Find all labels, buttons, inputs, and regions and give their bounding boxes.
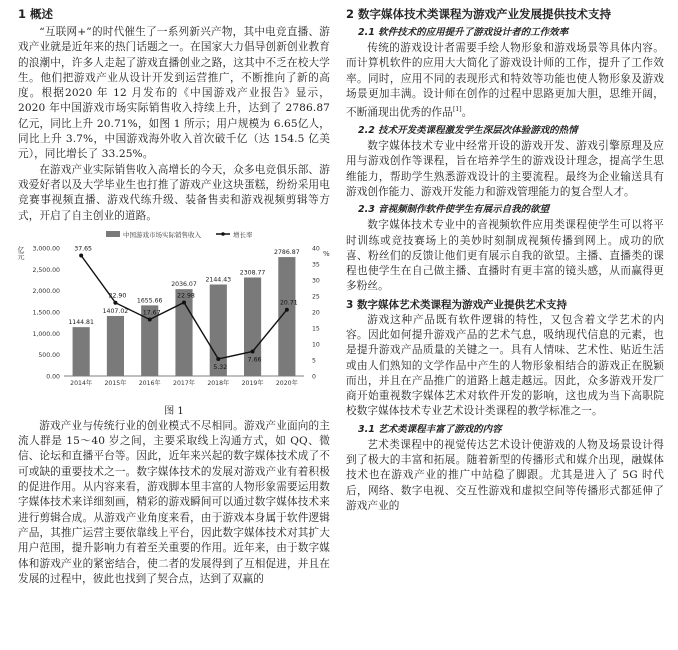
growth-rate-point [113,301,117,305]
y-right-tick-label: 40 [312,245,320,253]
x-tick-label: 2017年 [173,379,195,387]
growth-rate-label: 20.71 [279,299,298,307]
x-tick-label: 2015年 [104,379,127,387]
growth-rate-point [251,349,255,353]
bar-revenue [210,284,227,375]
growth-rate-label: 17.67 [142,309,161,317]
x-tick-label: 2014年 [70,379,93,387]
x-tick-label: 2020年 [275,379,298,387]
bar-value-label: 2144.43 [205,276,232,284]
section1-heading: 1 概述 [18,7,54,21]
section2-2-paragraph: 数字媒体技术专业中经常开设的游戏开发、游戏引擎原理及应用与游戏创作等课程，旨在培养学生的游戏设计理念，提高学生思维能力，帮助学生熟悉游戏设计的主要流程。最终为企业输送具有游戏创作能力、游戏开发能力和游戏管理能力的复合型人才。 [346,140,664,198]
growth-rate-point [216,357,220,361]
growth-rate-label: 5.32 [213,363,228,371]
section2-2-heading: 2.2 技术开发类课程激发学生深层次体验游戏的热情 [358,125,578,137]
section1-paragraph-1: “互联网+”的时代催生了一系列新兴产物，其中电竞直播、游戏产业就是近年来的热门话题之一。在国家大力倡导创新创业教育的浪潮中，许多人走起了游戏直播创业之路，这其中不乏在校大学生。他们把游戏产业从设计开发到运营推广，不断推向了新的高度。根据2020 年 12 月发布的《中国游戏产业报告》显示，2020 年中国游戏市场实际销售收入持续上升，达到了 2786.87亿元，同比上升 20.71%，如图 1 所示；用户规模为 6.65亿人，同比上升 3.7%，中国游戏海外收入首次破千亿（达 154.5 亿美元），同比增长了 33.25%。 [18,26,330,161]
section3-heading: 3 数字媒体艺术类课程为游戏产业提供艺术支持 [346,298,567,311]
growth-rate-label: 22.90 [108,292,127,300]
y-left-tick-label: 1,000.00 [32,330,60,338]
y-right-tick-label: 20 [312,309,320,317]
section3-paragraph-1: 游戏这种产品既有软件逻辑的特性，又包含着文学艺术的内容。因此如何提升游戏产品的艺术气息，吸纳现代信息的元素，也是提升游戏产品质量的关键之一。具有人情味、艺术性、贴近生活或由人们熟知的文学作品中产生的人物形象相结合的游戏正在脱颖而出，并且在产品推广的道路上越走越远。因此，众多游戏开发厂商开始重视数字媒体艺术对软件开发的影响，这也成为当下高职院校数字媒体技术专业艺术设计类课程的教学标准之一。 [346,313,664,418]
y-right-tick-label: 30 [312,277,320,285]
growth-rate-point [285,308,289,312]
section2-3-paragraph: 数字媒体技术专业中的音视频软件应用类课程使学生可以将平时训练或竞技赛场上的美妙时刻制成视频传播到网上。成功的欣喜、粉丝们的反馈让他们更有展示自我的欲望。主播、直播类的课程也使学生在自己做主播、直播时有更丰富的镜头感，从而赢得更多粉丝。 [346,219,664,293]
growth-rate-label: 22.98 [177,292,195,300]
bar-revenue [107,316,124,376]
bar-value-label: 1144.81 [68,319,94,327]
y-right-tick-label: 5 [312,357,316,365]
legend-bar-label: 中国游戏市场实际销售收入 [123,230,201,239]
citation-1: [1] [452,106,462,114]
growth-rate-point [182,300,186,304]
x-tick-label: 2016年 [138,379,161,387]
section2-3-heading: 2.3 音视频制作软件使学生有展示自我的欲望 [358,204,550,216]
section2-1-heading: 2.1 软件技术的应用提升了游戏设计者的工作效率 [358,27,569,38]
section1-paragraph-3: 游戏产业与传统行业的创业模式不尽相同。游戏产业面向的主流人群是 15～40 岁之间，主要采取线上沟通方式，如 QQ、微信、论坛和直播平台等。因此，近年来兴起的数字媒体技术成了不可或缺的重要技术之一。数字媒体技术的发展对游戏产业有着积极的促进作用。从内容来看，游戏脚本里丰富的人物形象需要运用数字媒体技术来详细刻画，精彩的游戏瞬间可以通过数字媒体技术来进行剪辑合成。从游戏产业角度来看，由于游戏本身属于软件逻辑产品，其推广运营主要依靠线上平台，因此数字媒体技术对其扩大用户范围，提升影响力有着至关重要的作用。近年来，由于数字媒体和游戏产业的紧密结合，使二者的发展得到了互相促进，并且在发展的过程中，彼此也找到了契合点，达到了双赢的 [18,419,330,585]
y-left-tick-label: 2,500.00 [32,266,60,274]
section2-1-text: 传统的游戏设计者需要手绘人物形象和游戏场景等具体内容。而计算机软件的应用大大简化了游戏设计师的工作，提升了工作效率。同时，应用不同的表现形式和特效等功能也使人物形象及游戏场景更加丰满。设计师在创作的过程中思路更加大胆，思维开阔，不断涌现出优秀的作品 [346,42,664,119]
legend-line-label: 增长率 [233,230,253,239]
section2-heading: 2 数字媒体技术类课程为游戏产业发展提供技术支持 [346,7,612,21]
section3-1-heading: 3.1 艺术类课程丰富了游戏的内容 [358,423,502,435]
x-tick-label: 2018年 [207,379,230,387]
section3-1-paragraph: 艺术类课程中的视觉传达艺术设计使游戏的人物及场景设计得到了极大的丰富和拓展。随着新型的传播形式和媒介出现，融媒体技术也在游戏产业的推广中站稳了脚跟。尤其是进入了 5G 时代后，网络、数字电视、交互性游戏和虚拟空间等传播形式都延伸了游戏产业的 [346,438,664,512]
growth-rate-label: 37.65 [74,245,93,253]
y-left-tick-label: 1,500.00 [32,309,60,317]
y-left-tick-label: 500.00 [38,352,60,360]
bar-value-label: 2786.87 [274,248,300,256]
growth-rate-point [148,317,152,321]
y-right-tick-label: 15 [312,325,320,333]
section2-1-paragraph [346,41,664,121]
chart-legend [106,230,253,239]
growth-rate-label: 7.66 [247,356,262,364]
growth-rate-point [79,253,83,257]
revenue-growth-chart [18,228,330,398]
y-right-tick-label: 0 [312,373,316,381]
y-right-tick-label: 25 [312,293,320,301]
section1-paragraph-2: 在游戏产业实际销售收入高增长的今天，众多电竞俱乐部、游戏爱好者以及大学毕业生也打推了游戏产业这块蛋糕，纷纷采用电竞赛事视频直播、游戏代练升级、装备售卖和游戏视频剪辑等方式，开启了自主创业的道路。 [18,163,330,222]
y-left-tick-label: 3,000.00 [32,245,60,253]
legend-bar-swatch [106,231,120,237]
section2-1-end: 。 [461,106,473,119]
bar-value-label: 2308.77 [239,269,266,277]
figure-caption: 图 1 [164,405,184,417]
y-right-unit-label: % [323,249,330,258]
y-right-tick-label: 35 [312,261,320,269]
bar-value-label: 2036.07 [171,280,197,288]
bar-value-label: 1655.66 [136,297,163,305]
bar-value-label: 1407.02 [102,307,129,315]
legend-line-marker [221,232,225,236]
y-right-tick-label: 10 [312,341,320,349]
y-left-tick-label: 2,000.00 [32,288,60,296]
bar-revenue [73,327,90,376]
x-tick-label: 2019年 [241,379,264,387]
y-left-unit-label: 亿元 [17,245,25,260]
right-column [346,6,664,514]
left-column [18,6,330,587]
y-left-tick-label: 0.00 [46,373,60,381]
